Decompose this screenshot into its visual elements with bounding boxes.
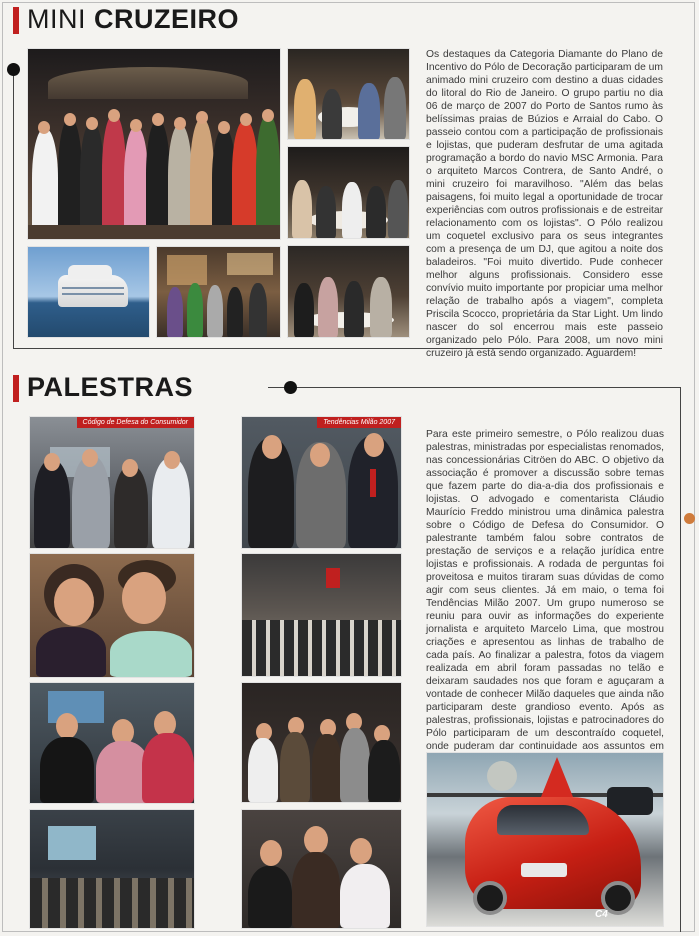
- photo-citroen-car: [426, 752, 664, 927]
- title-palestras: PALESTRAS: [27, 372, 194, 402]
- caption-codigo-defesa: Código de Defesa do Consumidor: [77, 417, 194, 428]
- palestras-paragraph: Para este primeiro semestre, o Pólo realizou duas palestras, ministradas por especialistas renomados, nas concessionárias Citröen do ABC. O objetivo da associação é promover a discussão sobre temas que fazem parte do dia-a-dia dos profissionais e lojistas. O advogado e comentarista Cláudio Maurício Freddo ministrou uma dinâmica palestra sobre o Código de Defesa do Consumidor. O palestrante também falou sobre contratos de prestação de serviços e a relação jurídica entre lojistas e profissionais. A rodada de perguntas foi proveitosa e muitos tiraram suas dúvidas de como agir com seus clientes. Já em maio, o tema foi Tendências Milão 2007. Um grupo numeroso se reuniu para ouvir as informações do experiente jornalista e arquiteto Marcelo Lima, que mostrou criações e apresentou as linhas de trabalho de cada país. Ao finalizar a palestra, fotos da viagem realizada em abril foram passadas no telão e deixaram saudades nos que foram e aguçaram a vontade de conhecer Milão daqueles que ainda não participaram deste grandioso evento. Após as palestras, profissionais, lojistas e patrocinadores do Pólo participaram de um descontraído coquetel, onde puderam dar continuidade aos assuntos em: [426, 429, 664, 752]
- frame-line-top-palestras: [268, 387, 680, 388]
- photo-cocktail-group: [241, 682, 402, 803]
- photo-ship: [27, 246, 150, 338]
- photo-couple-1: [29, 553, 195, 678]
- title-light: MINI: [27, 4, 94, 34]
- photo-speakers-1: [29, 416, 195, 549]
- photo-speakers-2: [241, 416, 402, 549]
- caption-tendencias-milao: Tendências Milão 2007: [317, 417, 401, 428]
- photo-audience-1: [29, 809, 195, 929]
- frame-line-right-palestras: [680, 387, 681, 932]
- side-marker: [684, 513, 695, 524]
- photo-hall: [156, 246, 281, 338]
- bullet-dot-palestras: [284, 381, 297, 394]
- photo-dinner-3: [287, 245, 410, 338]
- photo-dinner-1: [287, 48, 410, 140]
- bullet-dot-cruzeiro: [7, 63, 20, 76]
- cruzeiro-text: [426, 48, 663, 360]
- frame-line-left: [13, 70, 14, 348]
- section-bar-cruzeiro: [13, 7, 19, 34]
- photo-trio: [241, 809, 402, 929]
- flag-icon: [539, 755, 575, 799]
- photo-dinner-2: [287, 146, 410, 239]
- photo-women-group: [29, 682, 195, 804]
- photo-audience-2: [241, 553, 402, 677]
- section-title-cruzeiro: [27, 6, 239, 33]
- car-badge: C4: [595, 909, 608, 920]
- section-title-palestras: [27, 374, 193, 401]
- section-bar-palestras: [13, 375, 19, 402]
- palestras-text: [426, 428, 664, 766]
- cruzeiro-paragraph: Os destaques da Categoria Diamante do Plano de Incentivo do Pólo de Decoração participaram de um animado mini cruzeiro com destino a duas cidades do litoral do Rio de Janeiro. O grupo partiu no dia 06 de março de 2007 do Porto de Santos rumo às belíssimas praias de Búzios e Arraial do Cabo. O passeio contou com a participação de profissionais e lojistas, que puderam desfrutar de uma agitada programação a bordo do navio MSC Armonia. Para o arquiteto Marcos Contrera, de Santo André, o mini cruzeiro foi maravilhoso. "Além das belas paisagens, foi muito legal a oportunidade de trocar experiências com outros profissionais e de estreitar relacionamento com os lojistas". O Pólo realizou um coquetel exclusivo para os seus integrantes com a presença de um DJ, que agitou a noite dos baladeiros. "Foi muito divertido. Pude conhecer melhor alguns profissionais. Considero esse convívio muito importante por propiciar uma melhor relação de trabalho após a viagem", completa Priscila Scocco, proprietária da Star Light. Um lindo nascer do sol encerrou mais este passeio organizado pelo Pólo. Para 2008, um novo mini cruzeiro já está sendo organizado. Aguardem!: [426, 49, 663, 359]
- title-bold: CRUZEIRO: [94, 4, 239, 34]
- photo-group-ship: [27, 48, 281, 240]
